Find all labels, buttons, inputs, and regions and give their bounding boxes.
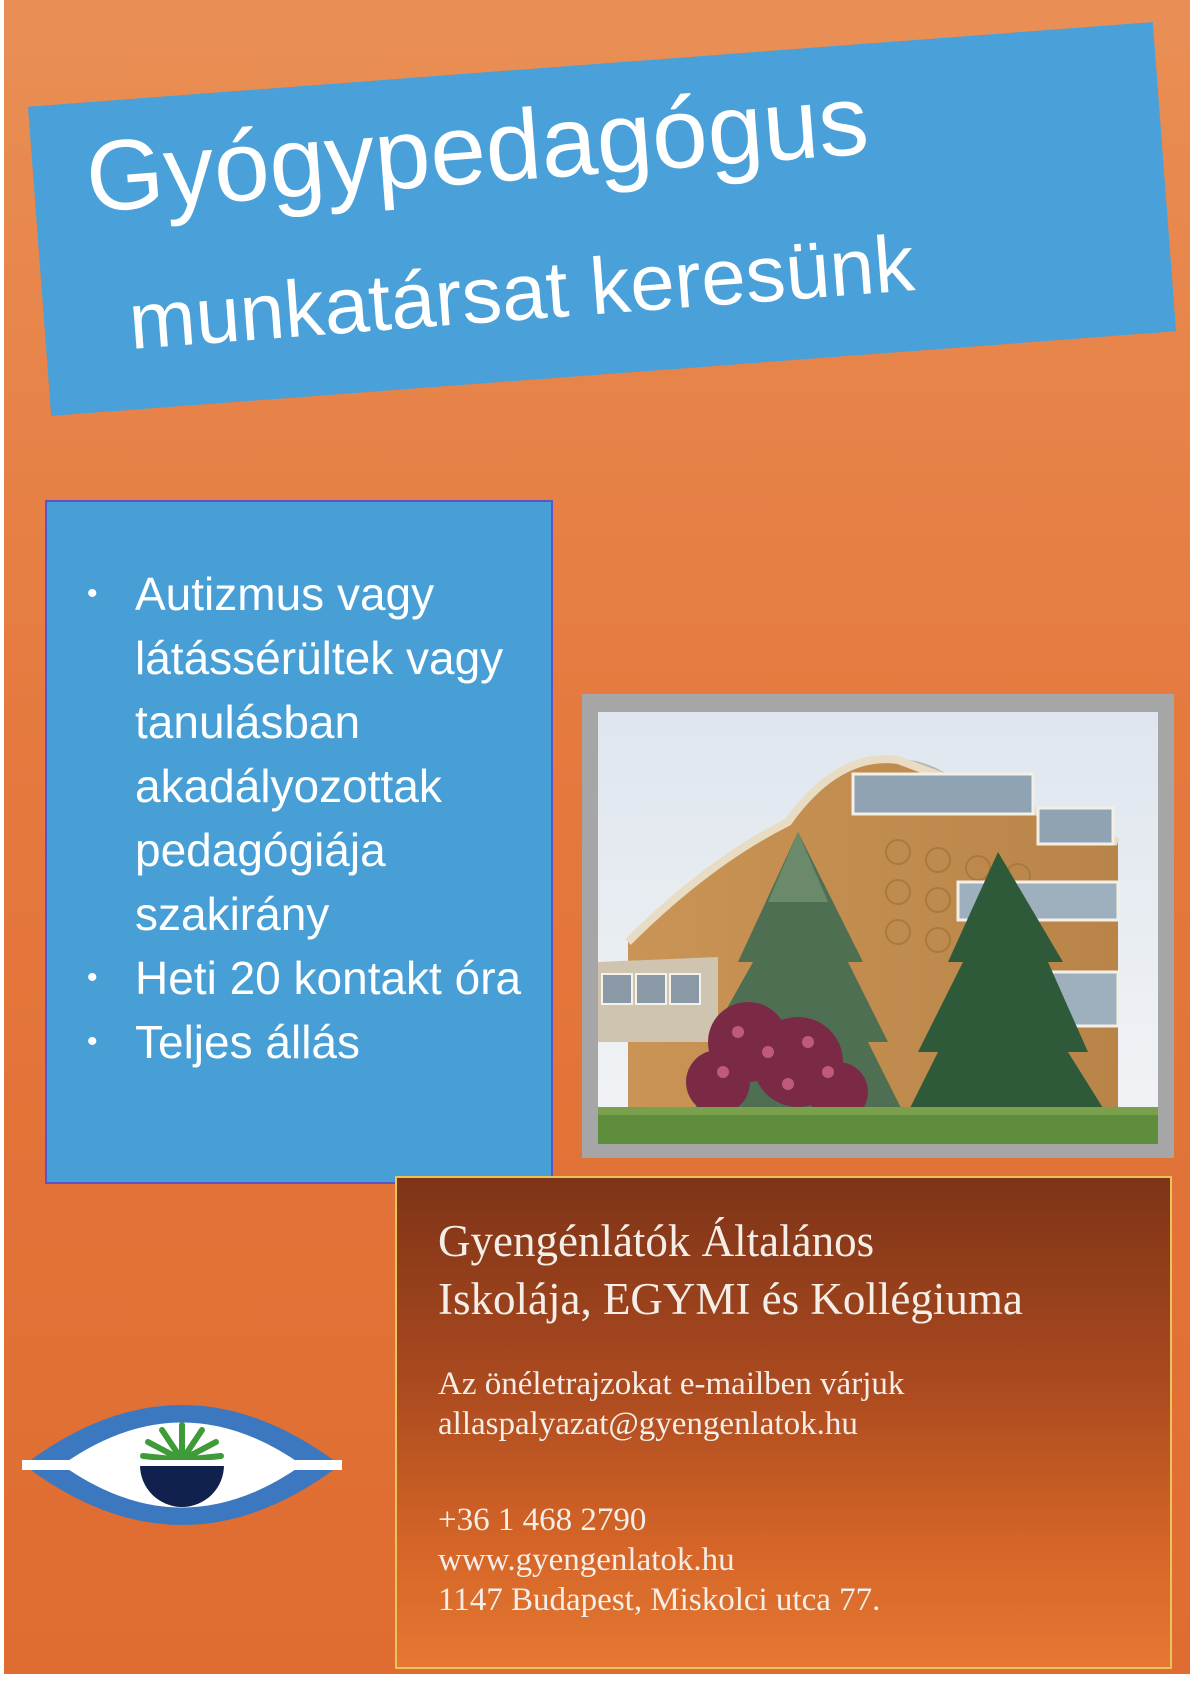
address: 1147 Budapest, Miskolci utca 77. <box>438 1582 881 1618</box>
school-logo-icon <box>22 1380 342 1550</box>
institution-name: Gyengénlátók Általános Iskolája, EGYMI és Kollégiuma <box>438 1216 1023 1324</box>
bullet-icon: • <box>87 577 98 610</box>
requirements-list <box>87 562 537 1074</box>
poster-subtitle: munkatársat keresünk <box>125 218 918 366</box>
cv-note: Az önéletrajzokat e-mailben várjuk <box>438 1366 905 1402</box>
contact-box <box>395 1176 1172 1669</box>
requirement-item: • Teljes állás <box>87 1010 537 1074</box>
website-link[interactable]: www.gyengenlatok.hu <box>438 1542 735 1578</box>
job-poster <box>4 0 1190 1674</box>
requirements-box <box>45 500 553 1184</box>
requirement-item: • Autizmus vagy látássérültek vagy tanulásban akadályozottak pedagógiája szakirány <box>87 562 575 946</box>
bullet-icon: • <box>87 961 98 994</box>
email-link[interactable]: allaspalyazat@gyengenlatok.hu <box>438 1406 858 1442</box>
requirement-item: • Heti 20 kontakt óra <box>87 946 535 1010</box>
school-building-photo <box>598 712 1158 1144</box>
bullet-icon: • <box>87 1025 98 1058</box>
phone-number: +36 1 468 2790 <box>438 1502 647 1538</box>
photo-frame <box>582 694 1174 1158</box>
poster-title: Gyógypedagógus <box>82 63 873 234</box>
